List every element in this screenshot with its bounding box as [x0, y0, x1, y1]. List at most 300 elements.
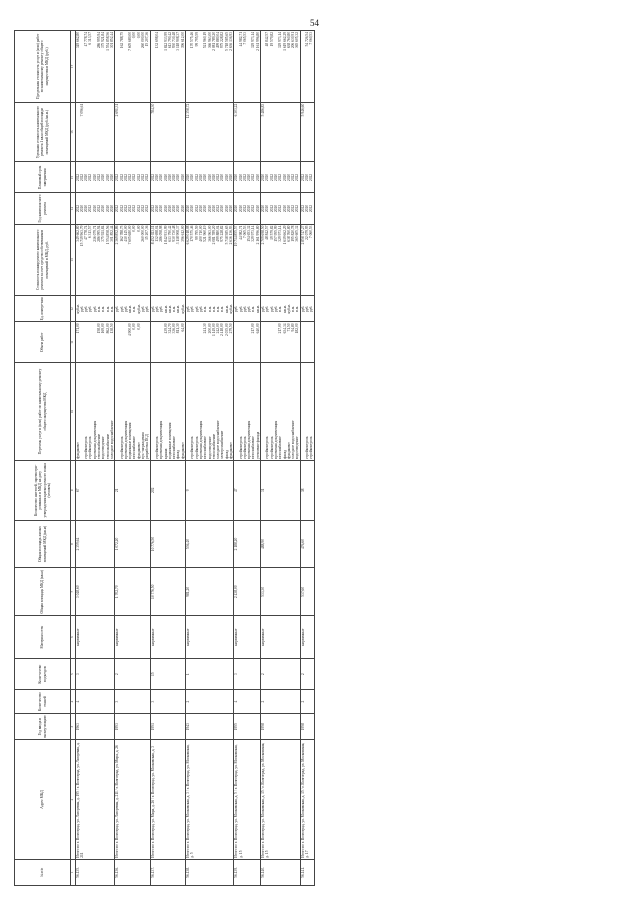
- completion-year-list-item: 2020: [176, 173, 181, 182]
- unit-list-item: руб.: [141, 305, 146, 312]
- work-list-item: подвальные помещения: [167, 422, 172, 459]
- cost-list-item: 1 842 933,99: [163, 225, 168, 245]
- unit-list-item: куб.м.: [136, 304, 141, 314]
- volume-list: [234, 322, 261, 363]
- work-list-item: газоснабжение: [172, 436, 177, 459]
- limit-cost-list-item: 15 207,36: [145, 32, 150, 47]
- work-list: [186, 363, 234, 461]
- unit-list-item: руб.: [242, 305, 247, 312]
- work-list-item: стройконтроль: [88, 436, 93, 459]
- repair-year-list-item: 2020: [167, 204, 172, 213]
- row-number: [115, 859, 150, 885]
- cost-list-item: 15 719 963,79: [79, 225, 84, 247]
- material-cell-value: кирпичные: [186, 628, 191, 646]
- completion-year-list-item: 2022: [136, 173, 141, 182]
- entrances-cell: [234, 659, 261, 690]
- work-list-item: газоснабжение: [278, 436, 283, 459]
- row-number-value: 56.136.: [115, 866, 120, 878]
- cost-list: [150, 224, 185, 296]
- repair-year-list-item: 2020: [265, 204, 270, 213]
- completion-year-list-item: 2022: [123, 173, 128, 182]
- repair-year-list: [75, 193, 115, 224]
- repair-year-list-item: 2020: [224, 204, 229, 213]
- repair-year-list-item: 2022: [291, 204, 296, 213]
- living-area-cell: [150, 520, 185, 568]
- volume-list: [115, 322, 150, 363]
- work-list-item: водоотведение: [207, 436, 212, 459]
- volume-list-item: 158,00: [97, 323, 102, 334]
- specific-cost-list: [75, 102, 115, 162]
- specific-cost-list-item: 7 096,61: [79, 103, 84, 117]
- limit-cost-list: [234, 31, 261, 103]
- limit-cost-list-item: 48 842,57: [265, 32, 270, 47]
- unit-list-item: кв.м.: [282, 305, 287, 313]
- unit-list: [234, 296, 261, 322]
- volume-list-item: 634,34: [282, 323, 287, 334]
- volume-list-item: 0,00: [132, 323, 137, 330]
- specific-cost-list-item: 5 486,83: [261, 103, 266, 117]
- cost-list-item: 0,00: [132, 225, 137, 232]
- material-cell: [261, 616, 301, 659]
- repair-year-list-item: 2020: [247, 204, 252, 213]
- entrances-cell-value: 3: [234, 673, 239, 676]
- limit-cost-list-item: 19 579,82: [269, 32, 274, 47]
- cost-list-item: 521 960,19: [203, 225, 208, 242]
- unit-list-item: руб.: [190, 305, 195, 312]
- area-cell-value: 533,30: [261, 586, 266, 597]
- repair-year-list-item: 2020: [211, 204, 216, 213]
- volume-list-item: [145, 323, 149, 361]
- specific-cost-list: [234, 102, 261, 162]
- row-number-value: 56.135.: [75, 866, 80, 878]
- work-list-item: холодное водоснабжение: [291, 420, 296, 459]
- cost-list-item: 6 629 018,08: [186, 225, 191, 245]
- address-cell-value: Итого по г. Волгоград, ул. Московская, д. 15 / г. Волгоград, ул. Московская, д. 17: [300, 742, 310, 858]
- work-list-item: проектная документация: [273, 420, 278, 459]
- completion-year-list-item: 2022: [251, 173, 256, 182]
- table-row: [261, 31, 301, 886]
- area-cell-value: 10 776,50: [150, 584, 155, 599]
- volume-list: [300, 322, 314, 363]
- column-header: Объем работ: [15, 322, 71, 363]
- limit-cost-list-item: 260 000,00: [141, 32, 146, 49]
- repair-year-list-item: 2022: [194, 204, 199, 213]
- repair-year-list-item: 2020: [92, 204, 97, 213]
- completion-year-list-item: 2022: [115, 173, 120, 182]
- completion-year-list-item: 2020: [273, 173, 278, 182]
- work-list-item: фасад: [176, 449, 181, 459]
- cost-list-item: 365 605,32: [295, 225, 300, 242]
- work-list-item: проектная документация: [247, 420, 252, 459]
- completion-year-list-item: 2020: [265, 173, 270, 182]
- completion-year-list-item: 2020: [247, 173, 252, 182]
- completion-year-list-item: 2020: [305, 173, 310, 182]
- column-header: Плановый срок завершения: [15, 162, 71, 193]
- address-cell: [115, 740, 150, 859]
- unit-list-item: руб.: [115, 305, 120, 312]
- repair-year-list-item: 2020: [255, 204, 260, 213]
- work-list-item: стройконтроль: [84, 436, 89, 459]
- column-header: Год капиталь-ного ремонта: [15, 193, 71, 224]
- address-cell: [234, 740, 261, 859]
- unit-list-item: п.м.: [109, 305, 114, 312]
- volume-list-item: 71,50: [286, 323, 291, 332]
- unit-list-item: п.м.: [203, 305, 208, 312]
- repair-year-list-item: 2020: [154, 204, 159, 213]
- column-header: Количество жителей, зарегистри-рованных в МКД на дату утверждения краткосрочного плана (человек): [15, 460, 71, 520]
- unit-list: [186, 296, 234, 322]
- area-cell: [115, 568, 150, 616]
- repair-year-list-item: 2020: [163, 204, 168, 213]
- table-container: [14, 30, 626, 886]
- repair-year-list-item: 2020: [186, 204, 191, 213]
- floors-cell: [115, 690, 150, 714]
- specific-cost-list-item: [110, 104, 114, 161]
- completion-year-list-item: 2020: [286, 173, 291, 182]
- entrances-cell-value: 3: [75, 673, 80, 676]
- volume-list: [261, 322, 301, 363]
- table-row: [75, 31, 115, 886]
- completion-year-list-item: 2020: [172, 173, 177, 182]
- column-number: 8: [71, 520, 76, 568]
- material-cell: [186, 616, 234, 659]
- work-list-item: фасад: [282, 449, 287, 459]
- cost-list-item: 2 709 698,50: [261, 225, 266, 245]
- table-row: [186, 31, 234, 886]
- volume-list-item: 182,00: [295, 323, 300, 334]
- repair-year-list-item: 2020: [198, 204, 203, 213]
- repair-year-list-item: 2020: [234, 204, 239, 213]
- limit-cost-list-item: 6 313,57: [88, 32, 93, 45]
- unit-list-item: руб.: [309, 305, 314, 312]
- unit-list-item: кв.м.: [163, 305, 168, 313]
- page-number: 54: [310, 18, 319, 28]
- repair-year-list-item: 2020: [273, 204, 278, 213]
- limit-cost-list-item: 0,00: [136, 32, 141, 39]
- volume-list-item: 279,50: [228, 323, 233, 334]
- year-cell: [75, 714, 115, 740]
- work-list-item: стройконтроль: [305, 436, 310, 459]
- cost-list: [234, 224, 261, 296]
- column-number: 16: [71, 102, 76, 162]
- repair-year-list-item: 2022: [300, 204, 305, 213]
- column-header: Перечень услуг и (или) работ по капитальному ремонту общего имущества МКД: [15, 363, 71, 461]
- row-number: [234, 859, 261, 885]
- residents-cell-value: 9: [186, 489, 191, 492]
- address-cell-value: Итого по г. Волгоград, ул. Московская, д. 3 / г. Волгоград, ул. Московская, д. 5: [186, 744, 195, 858]
- work-list-item: газоснабжение: [132, 436, 137, 459]
- unit-list-item: руб.: [154, 305, 159, 312]
- work-list-item: проектная документация: [198, 420, 203, 459]
- unit-list: [150, 296, 185, 322]
- completion-year-list-item: 2020: [228, 173, 233, 182]
- work-list-item: проектная документация: [92, 420, 97, 459]
- year-cell-value: 1958: [261, 723, 266, 731]
- cost-list: [186, 224, 234, 296]
- year-cell-value: 1958: [300, 723, 305, 731]
- cost-list-item: 7 605 680,00: [128, 225, 133, 245]
- unit-list-item: руб.: [238, 305, 243, 312]
- repair-year-list-item: 2022: [88, 204, 93, 213]
- unit-list-item: руб.: [198, 305, 203, 312]
- table-row: [300, 31, 314, 886]
- cost-list-item: 366 963,00: [207, 225, 212, 242]
- living-area-cell-value: 2 188,20: [234, 537, 239, 551]
- unit-list-item: руб.: [150, 305, 155, 312]
- column-header: Предельная стоимость услуг и (или) работ по капитальному ремонту общего имущества в МКД (руб.): [15, 31, 71, 103]
- address-cell: [261, 740, 301, 859]
- completion-year-list-item: 2022: [269, 173, 274, 182]
- repair-year-list-item: 2020: [238, 204, 243, 213]
- limit-cost-list-item: 47 778,74: [84, 32, 89, 47]
- floors-cell: [186, 690, 234, 714]
- cost-list-item: 930 730,48: [172, 225, 177, 242]
- year-cell-value: 1951: [150, 723, 155, 731]
- repair-year-list-item: 2022: [251, 204, 256, 213]
- specific-cost-list-item: 12 358,72: [186, 103, 191, 119]
- specific-cost-list: [150, 102, 185, 162]
- area-cell: [150, 568, 185, 616]
- floors-cell-value: 4: [75, 700, 80, 703]
- unit-list: [115, 296, 150, 322]
- material-cell: [115, 616, 150, 659]
- entrances-cell-value: 2: [261, 673, 266, 676]
- row-number-value: 56.141.: [300, 866, 305, 878]
- limit-cost-list-item: 349 662,80: [75, 32, 80, 49]
- work-list: [300, 363, 314, 461]
- address-cell-value: Итого по г. Волгоград, ул. Лазоревая, д. 211 / г. Волгоград, ул. Мира, д. 26: [115, 745, 120, 858]
- entrances-cell-value: 2: [300, 673, 305, 676]
- year-cell: [150, 714, 185, 740]
- specific-cost-list-item: 2 691,31: [115, 103, 120, 117]
- repair-year-list-item: 2022: [97, 204, 102, 213]
- cost-list-item: 157 955,99: [273, 225, 278, 242]
- work-list-item: фундамент: [228, 442, 233, 459]
- address-cell-value: Итого по г. Волгоград, ул. Московская, д. 15 / г. Волгоград, ул. Московская, д. 15: [261, 742, 270, 858]
- cost-list-item: 1 554 858,56: [105, 225, 110, 245]
- completion-year-list-item: 2022: [295, 173, 300, 182]
- cost-list-item: 0,00: [136, 225, 141, 232]
- work-list-item: холодное водоснабжение: [109, 420, 114, 459]
- material-cell: [300, 616, 314, 659]
- repair-year-list: [150, 193, 185, 224]
- unit-list-item: кв.м.: [176, 305, 181, 313]
- limit-cost-list-item: 329 973,14: [251, 32, 256, 49]
- table-row: [234, 31, 261, 886]
- completion-year-list-item: 2022: [141, 173, 146, 182]
- unit-list-item: руб.: [265, 305, 270, 312]
- repair-year-list-item: 2022: [309, 204, 314, 213]
- floors-cell-value: 4: [234, 700, 239, 703]
- volume-list-item: 217,00: [278, 323, 283, 334]
- volume-list-item: 2 418,00: [220, 323, 225, 337]
- work-list: [75, 363, 115, 461]
- work-list-item: теплоснабжение: [97, 433, 102, 459]
- living-area-cell: [261, 520, 301, 568]
- volume-list-item: 200,00: [207, 323, 212, 334]
- cost-list-item: 48 842,57: [265, 225, 270, 240]
- work-list-item: проектная документация: [123, 420, 128, 459]
- completion-year-list-item: 2020: [255, 173, 260, 182]
- limit-cost-list-item: 132 698,04: [154, 32, 159, 49]
- cost-list-item: 19 579,82: [269, 225, 274, 240]
- completion-year-list-item: 2020: [167, 173, 172, 182]
- area-cell-value: 1 702,70: [115, 585, 120, 599]
- work-list-item: газоснабжение: [251, 436, 256, 459]
- table-body: [75, 31, 314, 886]
- cost-list-item: 329 973,14: [278, 225, 283, 242]
- completion-year-list: [186, 162, 234, 193]
- repair-year-list-item: 2022: [145, 204, 150, 213]
- year-cell: [186, 714, 234, 740]
- limit-cost-list: [261, 31, 301, 103]
- column-header: Коли-чество этажей: [15, 690, 71, 714]
- limit-cost-list: [115, 31, 150, 103]
- cost-list-item: 19 714 855,57: [234, 225, 239, 247]
- capital-repair-table: [14, 30, 315, 886]
- specific-cost-list-item: [181, 104, 185, 161]
- limit-cost-list-item: 206 630,91: [291, 32, 296, 49]
- area-cell: [300, 568, 314, 616]
- repair-year-list: [115, 193, 150, 224]
- material-cell-value: кирпичные: [150, 628, 155, 646]
- specific-cost-list: [261, 102, 301, 162]
- area-cell: [186, 568, 234, 616]
- floors-cell: [261, 690, 301, 714]
- limit-cost-list-item: 3 118 908,37: [176, 32, 181, 51]
- year-cell-value: 1953: [115, 723, 120, 731]
- living-area-cell-value: 2 359,64: [75, 537, 80, 551]
- work-list-item: пус.-заграждения: [141, 432, 146, 459]
- completion-year-list-item: 2020: [92, 173, 97, 182]
- entrances-cell: [261, 659, 301, 690]
- cost-list-item: 132 698,04: [154, 225, 159, 242]
- limit-cost-list-item: 396 612,00: [180, 32, 185, 49]
- area-cell: [234, 568, 261, 616]
- completion-year-list-item: 2022: [216, 173, 221, 182]
- volume-list-item: 217,00: [251, 323, 256, 334]
- cost-list-item: 99 795,59: [194, 225, 199, 240]
- work-list-item: электроснабжение: [220, 430, 225, 459]
- specific-cost-list-item: [229, 104, 233, 161]
- column-header: Коли-чество подъездов: [15, 659, 71, 690]
- repair-year-list-item: 2020: [159, 204, 164, 213]
- cost-list-item: 975 228,82: [220, 225, 225, 242]
- work-list-item: разработка ПСД: [145, 434, 150, 459]
- floors-cell: [150, 690, 185, 714]
- column-number: 4: [71, 690, 76, 714]
- work-list: [150, 363, 185, 461]
- limit-cost-list-item: 7 605 680,00: [128, 32, 133, 51]
- residents-cell-value: 67: [75, 488, 80, 493]
- cost-list-item: 2 081 789,20: [211, 225, 216, 245]
- completion-year-list-item: 2022: [75, 173, 80, 182]
- unit-list-item: п.м.: [211, 305, 216, 312]
- volume-list-item: 2 035,00: [224, 323, 229, 337]
- entrances-cell-value: 1: [186, 673, 191, 676]
- area-cell: [261, 568, 301, 616]
- row-number: [150, 859, 185, 885]
- repair-year-list-item: 2020: [105, 204, 110, 213]
- cost-list-item: 638 760,80: [286, 225, 291, 242]
- unit-list-item: п.м.: [207, 305, 212, 312]
- unit-list-item: п.м.: [132, 305, 137, 312]
- volume-list-item: 439,00: [163, 323, 168, 334]
- work-list-item: стройконтроль: [194, 436, 199, 459]
- material-cell-value: кирпичные: [75, 628, 80, 646]
- completion-year-list-item: 2020: [198, 173, 203, 182]
- completion-year-list-item: 2020: [190, 173, 195, 182]
- column-number: 3: [71, 714, 76, 740]
- repair-year-list-item: 2022: [150, 204, 155, 213]
- column-number: 15: [71, 162, 76, 193]
- column-number: 17: [71, 31, 76, 103]
- column-number: 11: [71, 322, 76, 363]
- living-area-cell: [75, 520, 115, 568]
- volume-list-item: 171,00: [75, 323, 80, 334]
- floors-cell-value: 3: [150, 700, 155, 703]
- living-area-cell: [300, 520, 314, 568]
- column-header: Год ввода в эксплу-атацию: [15, 714, 71, 740]
- area-cell-value: 2 438,00: [234, 585, 239, 599]
- limit-cost-list-item: 521 960,19: [203, 32, 208, 49]
- cost-list-item: 3 118 908,37: [176, 225, 181, 245]
- completion-year-list-item: 2020: [186, 173, 191, 182]
- repair-year-list: [186, 193, 234, 224]
- living-area-cell: [186, 520, 234, 568]
- repair-year-list-item: 2020: [172, 204, 177, 213]
- year-cell-value: 1943: [186, 723, 191, 731]
- year-cell: [261, 714, 301, 740]
- unit-list-item: куб.м.: [75, 304, 80, 314]
- limit-cost-list-item: 375 921,84: [101, 32, 106, 49]
- completion-year-list-item: 2022: [194, 173, 199, 182]
- unit-list-item: куб.м.: [286, 304, 291, 314]
- repair-year-list-item: 2022: [269, 204, 274, 213]
- completion-year-list-item: 2022: [88, 173, 93, 182]
- area-cell: [75, 568, 115, 616]
- specific-cost-list-item: [309, 104, 313, 161]
- cost-list-item: 329 973,14: [251, 225, 256, 242]
- living-area-cell-value: 476,60: [300, 539, 305, 549]
- cost-list-item: 286 995,94: [97, 225, 102, 242]
- work-list-item: утепление фасада: [255, 431, 260, 459]
- limit-cost-list-item: 365 605,32: [295, 32, 300, 49]
- completion-year-list: [150, 162, 185, 193]
- residents-cell-value: 21: [115, 488, 120, 493]
- work-list: [115, 363, 150, 461]
- column-number: 10: [71, 363, 76, 461]
- unit-list-item: руб.: [305, 305, 310, 312]
- living-area-cell: [234, 520, 261, 568]
- volume-list: [150, 322, 185, 363]
- unit-list-item: руб.: [79, 305, 84, 312]
- material-cell-value: кирпичные: [115, 628, 120, 646]
- cost-list-item: 499 880,04: [216, 225, 221, 242]
- material-cell: [150, 616, 185, 659]
- entrances-cell: [75, 659, 115, 690]
- unit-list-item: кв.м.: [128, 305, 133, 313]
- repair-year-list-item: 2020: [305, 204, 310, 213]
- column-number: 12: [71, 296, 76, 322]
- living-area-cell: [115, 520, 150, 568]
- completion-year-list-item: 2020: [234, 173, 239, 182]
- work-list-item: стройконтроль: [119, 436, 124, 459]
- specific-cost-list-item: [256, 104, 260, 161]
- unit-list-item: руб.: [247, 305, 252, 312]
- address-cell: [150, 740, 185, 859]
- unit-list-item: руб.: [159, 305, 164, 312]
